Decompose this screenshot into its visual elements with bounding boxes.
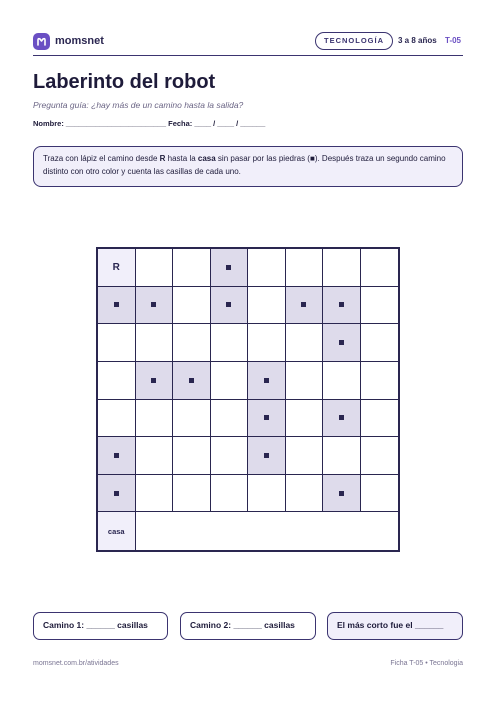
- maze-cell[interactable]: [286, 400, 324, 438]
- maze-cell[interactable]: [136, 475, 174, 513]
- maze-cell[interactable]: [211, 362, 249, 400]
- maze-cell[interactable]: [136, 324, 174, 362]
- instructions-box: [33, 146, 463, 187]
- maze-cell[interactable]: [361, 437, 399, 475]
- maze-cell[interactable]: [173, 437, 211, 475]
- maze-stone-cell[interactable]: [323, 400, 361, 438]
- maze-cell[interactable]: [173, 324, 211, 362]
- maze-stone-cell[interactable]: [323, 475, 361, 513]
- footer-sheet-info: Ficha T-05 • Tecnologia: [390, 660, 463, 667]
- maze-stone-cell[interactable]: [248, 362, 286, 400]
- maze-cell[interactable]: [323, 437, 361, 475]
- answer-path-1[interactable]: Camino 1: ______ casillas: [33, 612, 168, 640]
- sheet-code: T-05: [445, 36, 462, 45]
- maze-cell[interactable]: [136, 437, 174, 475]
- page-title: Laberinto del robot: [33, 71, 216, 93]
- maze-cell[interactable]: [248, 324, 286, 362]
- instructions-text: sin pasar por las piedras (: [215, 154, 310, 163]
- name-date-line: Nombre: ________________________ Fecha: ____ / ____ / ______: [33, 119, 266, 128]
- maze-start-cell[interactable]: [98, 249, 136, 287]
- maze-cell[interactable]: [211, 437, 249, 475]
- maze-cell[interactable]: [286, 437, 324, 475]
- maze-cell[interactable]: [248, 475, 286, 513]
- maze-stone-cell[interactable]: [98, 475, 136, 513]
- maze-stone-cell[interactable]: [248, 400, 286, 438]
- answer-path-2[interactable]: Camino 2: ______ casillas: [180, 612, 316, 640]
- maze-cell[interactable]: [211, 324, 249, 362]
- maze-cell[interactable]: [173, 400, 211, 438]
- age-range: 3 a 8 años: [398, 36, 437, 45]
- maze-cell[interactable]: [286, 475, 324, 513]
- maze-stone-cell[interactable]: [211, 287, 249, 325]
- maze-stone-cell[interactable]: [211, 249, 249, 287]
- maze-stone-cell[interactable]: [248, 437, 286, 475]
- maze-cell[interactable]: [98, 362, 136, 400]
- header-divider: [33, 55, 463, 56]
- maze-cell[interactable]: [286, 362, 324, 400]
- momsnet-logo-icon: [33, 33, 50, 50]
- instructions-text: ). Después traza un segundo camino distinto con otro color y cuenta las casillas de cada uno.: [43, 154, 446, 176]
- maze-stone-cell[interactable]: [136, 362, 174, 400]
- maze-cell[interactable]: [98, 324, 136, 362]
- maze-cell[interactable]: [361, 287, 399, 325]
- maze-cell[interactable]: [323, 249, 361, 287]
- maze-cell[interactable]: [361, 362, 399, 400]
- maze-cell[interactable]: [248, 249, 286, 287]
- maze-cell[interactable]: [211, 400, 249, 438]
- maze-stone-cell[interactable]: [323, 287, 361, 325]
- instructions-start-ref: R: [159, 154, 166, 163]
- answer-shortest[interactable]: El más corto fue el ______: [327, 612, 463, 640]
- maze-cell[interactable]: [361, 324, 399, 362]
- maze-cell[interactable]: [361, 249, 399, 287]
- footer-url: momsnet.com.br/atividades: [33, 660, 119, 667]
- start-label: R: [112, 261, 120, 273]
- maze-open-area[interactable]: [137, 512, 398, 550]
- brand-name: momsnet: [55, 35, 104, 47]
- page-header: [33, 32, 463, 54]
- maze-stone-cell[interactable]: [323, 324, 361, 362]
- maze-cell[interactable]: [136, 249, 174, 287]
- category-badge: TECNOLOGÍA: [315, 32, 393, 50]
- maze-stone-cell[interactable]: [98, 437, 136, 475]
- maze-stone-cell[interactable]: [173, 362, 211, 400]
- maze-cell[interactable]: [173, 475, 211, 513]
- maze-cell[interactable]: [361, 400, 399, 438]
- maze-cell[interactable]: [286, 324, 324, 362]
- maze-cell[interactable]: [173, 249, 211, 287]
- instructions-text: hasta la: [165, 154, 198, 163]
- maze-cell[interactable]: [361, 475, 399, 513]
- maze-stone-cell[interactable]: [136, 287, 174, 325]
- maze-grid: [96, 247, 400, 552]
- goal-label: casa: [107, 526, 125, 536]
- maze-cell[interactable]: [211, 475, 249, 513]
- maze-cell[interactable]: [323, 362, 361, 400]
- maze-stone-cell[interactable]: [286, 287, 324, 325]
- stone-symbol: ■: [309, 154, 315, 163]
- maze-cell[interactable]: [173, 287, 211, 325]
- maze-cell[interactable]: [248, 287, 286, 325]
- maze-cell[interactable]: [98, 400, 136, 438]
- instructions-text: Traza con lápiz el camino desde: [43, 154, 160, 163]
- maze-cell[interactable]: [136, 400, 174, 438]
- guiding-question: Pregunta guía: ¿hay más de un camino hasta la salida?: [33, 100, 244, 110]
- maze-stone-cell[interactable]: [98, 287, 136, 325]
- maze-cell[interactable]: [286, 249, 324, 287]
- instructions-goal-ref: casa: [197, 154, 216, 163]
- maze-goal-cell[interactable]: [98, 512, 136, 550]
